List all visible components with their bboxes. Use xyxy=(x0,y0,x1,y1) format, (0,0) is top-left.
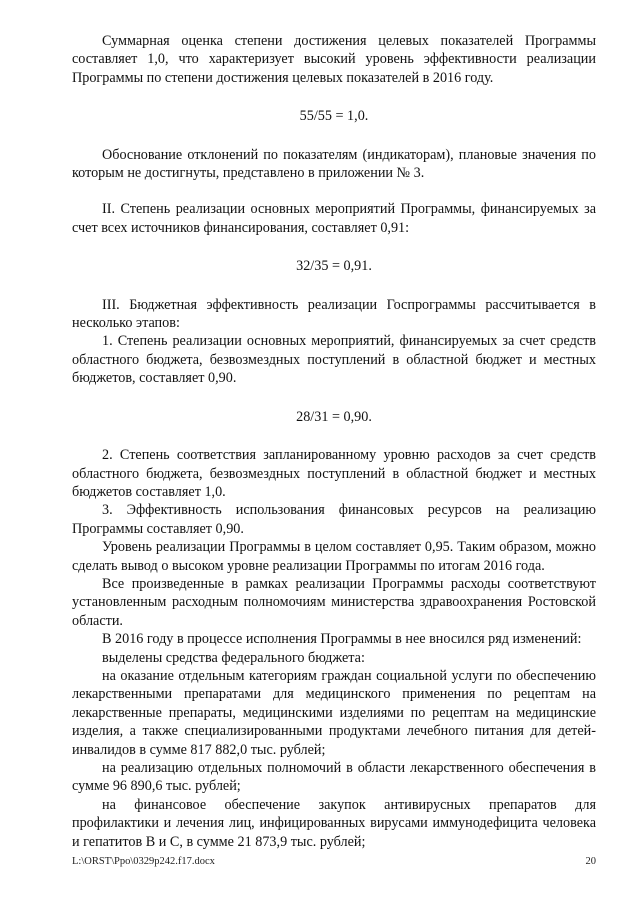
list-item-drug-provision: на реализацию отдельных полномочий в области лекарственного обеспечения в сумме 96 890,6 тыс. рублей; xyxy=(72,760,596,795)
page-footer xyxy=(72,856,596,867)
formula-1: 55/55 = 1,0. xyxy=(299,108,369,125)
paragraph-stage-2: 2. Степень соответствия запланированному уровню расходов за счет средств областного бюджета, безвозмездных поступлений в областной бюджет и местных бюджетов составляет 1,0. xyxy=(72,447,596,500)
formula-2: 32/35 = 0,91. xyxy=(296,258,372,275)
paragraph-overall-level: Уровень реализации Программы в целом составляет 0,95. Таким образом, можно сделать вывод о высоком уровне реализации Программы по итогам 2016 года. xyxy=(72,539,596,574)
paragraph-changes: В 2016 году в процессе исполнения Программы в нее вносился ряд изменений: xyxy=(102,631,582,648)
formula-3: 28/31 = 0,90. xyxy=(296,408,372,425)
paragraph-section-iii: III. Бюджетная эффективность реализации Госпрограммы рассчитывается в несколько этапов: xyxy=(72,296,596,332)
paragraph-expenses: Все произведенные в рамках реализации Программы расходы соответствуют установленным расходным полномочиям министерства здравоохранения Ростовской области. xyxy=(72,575,596,629)
footer-file-path: L:\ORST\Ppo\0329p242.f17.docx xyxy=(72,856,215,867)
paragraph-federal-funds: выделены средства федерального бюджета: xyxy=(102,649,365,666)
paragraph-stage-3: 3. Эффективность использования финансовых ресурсов на реализацию Программы составляет 0,90. xyxy=(72,502,596,537)
list-item-social-service: на оказание отдельным категориям граждан социальной услуги по обеспечению лекарственными препаратами для медицинского применения по рецептам на лекарственные препараты, медицинскими изделиями по рецептам на медицинские изделия, а также специализированными продуктами лечебного питания для детей-инвалидов в сумме 817 882,0 тыс. рублей; xyxy=(72,667,596,758)
list-item-antiviral-drugs: на финансовое обеспечение закупок антивирусных препаратов для профилактики и лечения лиц, инфицированных вирусами иммунодефицита человека и гепатитов В и С, в сумме 21 873,9 тыс. рублей; xyxy=(72,796,596,850)
paragraph-summary: Суммарная оценка степени достижения целевых показателей Программы составляет 1,0, что характеризует высокий уровень эффективности реализации Программы по степени достижения целевых показателей в 2016 году. xyxy=(72,33,596,86)
page-number: 20 xyxy=(585,856,596,867)
paragraph-deviations: Обоснование отклонений по показателям (индикаторам), плановые значения по которым не достигнуты, представлено в приложении № 3. xyxy=(72,146,596,182)
document-body xyxy=(72,32,596,851)
paragraph-section-ii: II. Степень реализации основных мероприятий Программы, финансируемых за счет всех источников финансирования, составляет 0,91: xyxy=(72,201,596,236)
paragraph-stage-1: 1. Степень реализации основных мероприятий, финансируемых за счет средств областного бюджета, безвозмездных поступлений в областной бюджет и местных бюджетов, составляет 0,90. xyxy=(72,333,596,387)
